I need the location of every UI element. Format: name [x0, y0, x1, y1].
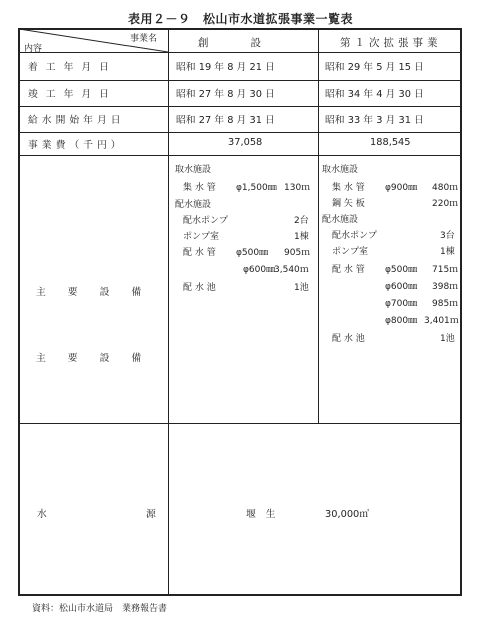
row-divider-5: [18, 423, 462, 424]
expansion-dist-reservoir-name: 配 水 池: [332, 334, 365, 344]
expansion-intake-pipe-spec: φ900㎜: [385, 183, 418, 193]
row-label-main-facilities: 主要設備: [36, 287, 164, 298]
row-label-completion-date: 竣工年月日: [28, 89, 117, 100]
expansion-intake-sheetpile-qty: 220ｍ: [432, 199, 459, 209]
founding-dist-pumphouse-qty: 1棟: [294, 232, 309, 242]
completion-date-expansion: 昭和 34 年 4 月 30 日: [325, 89, 424, 100]
expansion-dist-pipe3-spec: φ700㎜: [385, 299, 418, 309]
expansion-dist-pipe-name: 配 水 管: [332, 265, 365, 275]
project-cost-expansion: 188,545: [370, 137, 411, 148]
source-note: 資料：松山市水道局 業務報告書: [32, 604, 168, 614]
water-source-name: 堰 生: [246, 509, 276, 520]
table-caption: 表用２－９ 松山市水道拡張事業一覧表: [128, 12, 354, 26]
row-divider-2: [18, 106, 462, 107]
supply-start-date-founding: 昭和 27 年 8 月 31 日: [176, 115, 275, 126]
expansion-intake-sheetpile-name: 鋼 矢 板: [332, 199, 365, 209]
column-header-founding: 創 設: [198, 37, 261, 49]
founding-intake-item-qty: 130ｍ: [284, 183, 311, 193]
expansion-dist-title: 配水施設: [322, 215, 359, 225]
founding-dist-pipe-qty: 905ｍ: [284, 248, 311, 258]
founding-dist-reservoir-qty: 1池: [294, 283, 309, 293]
column-divider-1: [168, 28, 169, 595]
start-date-expansion: 昭和 29 年 5 月 15 日: [325, 62, 424, 73]
founding-intake-item-spec: φ1,500㎜: [236, 183, 277, 193]
founding-dist-reservoir-name: 配 水 池: [183, 283, 216, 293]
expansion-dist-pipe4-spec: φ800㎜: [385, 316, 418, 326]
column-divider-2: [318, 28, 319, 423]
row-divider-1: [18, 80, 462, 81]
expansion-dist-reservoir-qty: 1池: [440, 334, 455, 344]
row-divider-4: [18, 155, 462, 156]
founding-dist-pump-qty: 2台: [294, 216, 309, 226]
start-date-founding: 昭和 19 年 8 月 21 日: [176, 62, 275, 73]
founding-dist-pumphouse-name: ポンプ室: [183, 232, 220, 242]
row-label-supply-start-date: 給水開始年月日: [28, 115, 125, 126]
row-label-main-facilities-2: 主要設備: [36, 353, 164, 364]
row-divider-header: [18, 52, 462, 53]
expansion-dist-pump-qty: 3台: [440, 231, 455, 241]
founding-intake-title: 取水施設: [175, 165, 212, 175]
expansion-intake-title: 取水施設: [322, 165, 359, 175]
expansion-dist-pumphouse-name: ポンプ室: [332, 247, 369, 257]
founding-dist-pump-name: 配水ポンプ: [183, 216, 229, 226]
founding-intake-item-name: 集 水 管: [183, 183, 216, 193]
supply-start-date-expansion: 昭和 33 年 3 月 31 日: [325, 115, 424, 126]
column-header-first-expansion: 第１次拡張事業: [340, 37, 442, 49]
expansion-dist-pump-name: 配水ポンプ: [332, 231, 378, 241]
founding-dist-pipe2-qty: 3,540ｍ: [274, 265, 309, 275]
corner-bottom-label: 内容: [24, 44, 43, 54]
corner-top-label: 事業名: [130, 34, 158, 44]
row-label-project-cost: 事業費（千円）: [28, 140, 125, 151]
row-label-start-date: 着工年月日: [28, 62, 117, 73]
expansion-intake-pipe-qty: 480ｍ: [432, 183, 459, 193]
expansion-dist-pipe-qty: 715ｍ: [432, 265, 459, 275]
expansion-dist-pipe4-qty: 3,401ｍ: [424, 316, 459, 326]
founding-dist-title: 配水施設: [175, 200, 212, 210]
founding-dist-pipe-spec: φ500㎜: [236, 248, 269, 258]
founding-dist-pipe2-spec: φ600㎜: [243, 265, 276, 275]
row-label-water-source-right: 源: [146, 509, 156, 520]
founding-dist-pipe-name: 配 水 管: [183, 248, 216, 258]
expansion-intake-pipe-name: 集 水 管: [332, 183, 365, 193]
project-cost-founding: 37,058: [228, 137, 263, 148]
expansion-dist-pipe2-qty: 398ｍ: [432, 282, 459, 292]
row-label-water-source-left: 水: [37, 509, 47, 520]
expansion-dist-pipe3-qty: 985ｍ: [432, 299, 459, 309]
row-divider-3: [18, 132, 462, 133]
water-source-amount: 30,000㎥: [325, 509, 370, 520]
completion-date-founding: 昭和 27 年 8 月 30 日: [176, 89, 275, 100]
table-border-right: [460, 28, 462, 596]
table-border-bottom: [18, 594, 462, 596]
expansion-dist-pipe2-spec: φ600㎜: [385, 282, 418, 292]
table-border-left: [18, 28, 20, 596]
expansion-dist-pipe-spec: φ500㎜: [385, 265, 418, 275]
expansion-dist-pumphouse-qty: 1棟: [440, 247, 455, 257]
